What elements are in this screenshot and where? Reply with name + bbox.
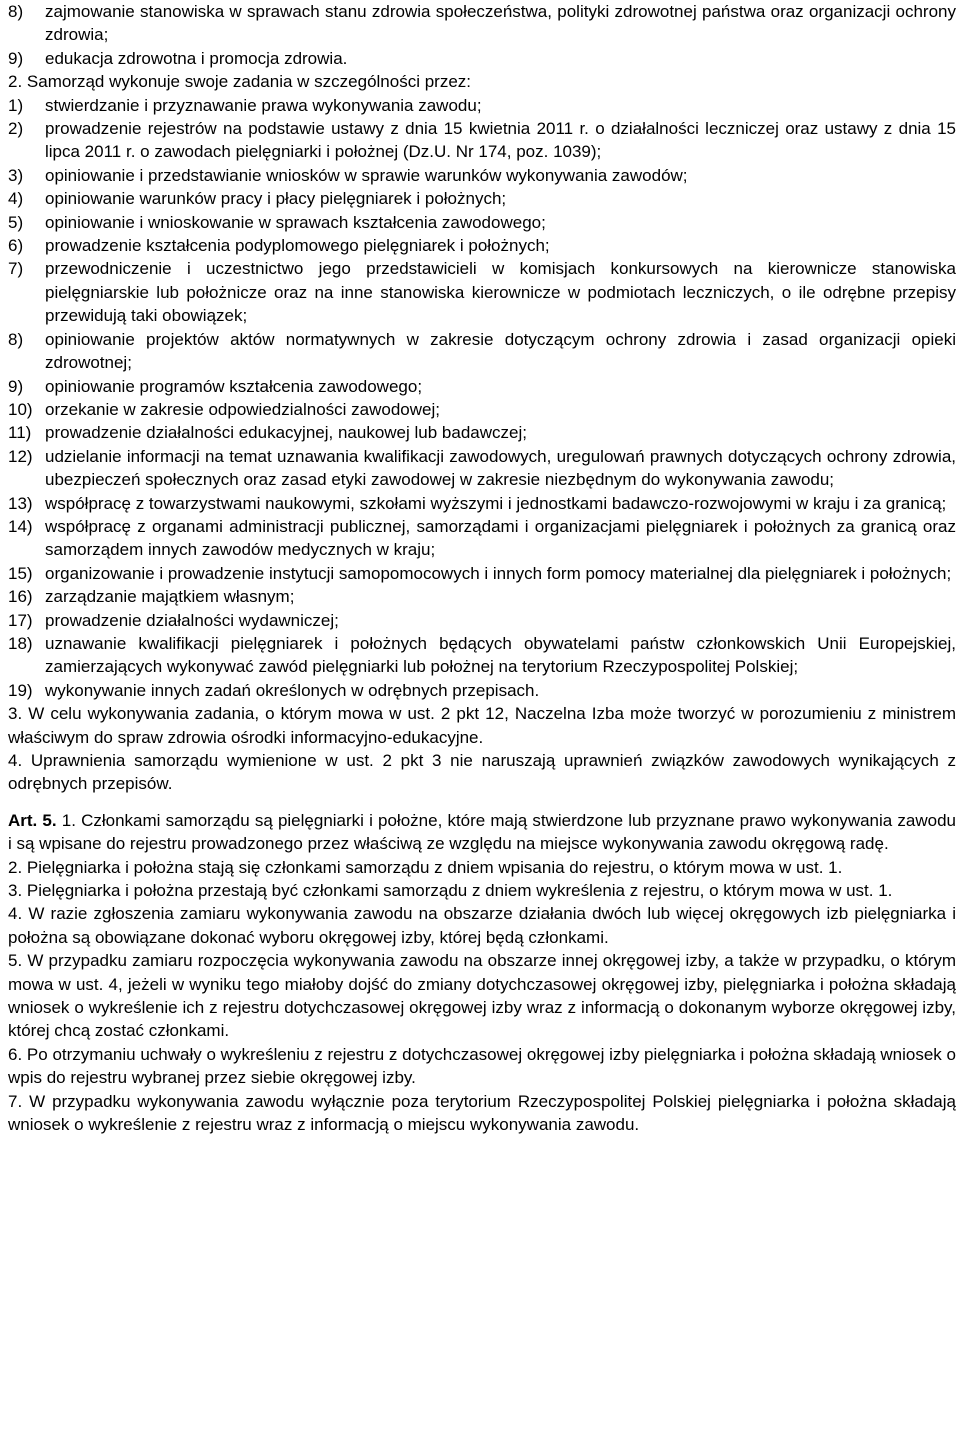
- list-item-number: 19): [8, 680, 33, 700]
- article-heading: Art. 5.: [8, 810, 57, 830]
- art-5-paragraph-1: [8, 809, 956, 856]
- list-item-number: 13): [8, 493, 33, 513]
- point-2-intro: 2. Samorząd wykonuje swoje zadania w szczególności przez:: [8, 72, 472, 92]
- list-item-text: przewodniczenie i uczestnictwo jego przedstawicieli w komisjach konkursowych na kierownicze stanowiska pielęgniarskie lub położnicze oraz na inne stanowiska kierownicze w podmiotach leczniczych, o ile odrębne przepisy przewidują taki obowiązek;: [45, 259, 956, 326]
- list-item: [8, 94, 956, 117]
- list-item: [8, 117, 956, 164]
- list-section-b: [8, 94, 956, 703]
- list-item-number: 12): [8, 446, 33, 466]
- art-5-paragraph-3: 3. Pielęgniarka i położna przestają być członkami samorządu z dniem wykreślenia z rejestru, o którym mowa w ust. 1.: [8, 881, 893, 901]
- list-item-text: udzielanie informacji na temat uznawania kwalifikacji zawodowych, uregulowań prawnych dotyczących ochrony zdrowia, ubezpieczeń społecznych oraz zasad etyki zawodowej w zakresie niezbędnym do wykonywania zawodu;: [45, 446, 956, 490]
- list-item-number: 2): [8, 119, 24, 139]
- list-item: [8, 492, 956, 515]
- list-item: [8, 47, 956, 70]
- list-item-number: 14): [8, 516, 33, 536]
- list-item-text: zarządzanie majątkiem własnym;: [45, 587, 295, 607]
- list-item-text: prowadzenie działalności wydawniczej;: [45, 610, 339, 630]
- list-item: [8, 445, 956, 492]
- list-item-text: orzekanie w zakresie odpowiedzialności zawodowej;: [45, 399, 440, 419]
- list-item-text: opiniowanie i wnioskowanie w sprawach kształcenia zawodowego;: [45, 212, 546, 232]
- list-item-text: prowadzenie rejestrów na podstawie ustawy z dnia 15 kwietnia 2011 r. o działalności leczniczej oraz ustawy z dnia 15 lipca 2011 r. o zawodach pielęgniarki i położnej (Dz.U. Nr 174, poz. 1039);: [45, 119, 956, 162]
- list-item-text: opiniowanie programów kształcenia zawodowego;: [45, 376, 423, 396]
- list-item-number: 4): [8, 189, 24, 209]
- list-item-text: wykonywanie innych zadań określonych w odrębnych przepisach.: [45, 680, 540, 700]
- art-5-paragraph-4: 4. W razie zgłoszenia zamiaru wykonywania zawodu na obszarze działania dwóch lub więcej okręgowych izb pielęgniarka i położna są obowiązane dokonać wyboru okręgowej izby, której będą członkami.: [8, 904, 956, 947]
- list-item: [8, 515, 956, 562]
- list-item-number: 16): [8, 587, 33, 607]
- list-item-number: 7): [8, 259, 24, 279]
- list-item: [8, 234, 956, 257]
- art-5-p1-text: 1. Członkami samorządu są pielęgniarki i położne, które mają stwierdzone lub przyznane prawo wykonywania zawodu i są wpisane do rejestru prowadzonego przez właściwą ze względu na miejsce wykonywania zawodu okręgową radę.: [8, 810, 956, 854]
- list-item-number: 17): [8, 610, 33, 630]
- list-item-text: opiniowanie i przedstawianie wniosków w sprawie warunków wykonywania zawodów;: [45, 165, 688, 185]
- list-item: [8, 632, 956, 679]
- list-item-number: 1): [8, 95, 24, 115]
- list-item: [8, 562, 956, 585]
- list-item-text: współpracę z towarzystwami naukowymi, szkołami wyższymi i jednostkami badawczo-rozwojowymi w kraju i za granicą;: [45, 493, 947, 513]
- point-4: 4. Uprawnienia samorządu wymienione w ust. 2 pkt 3 nie naruszają uprawnień związków zawodowych wynikających z odrębnych przepisów.: [8, 751, 956, 794]
- list-item: [8, 257, 956, 327]
- list-item-text: organizowanie i prowadzenie instytucji samopomocowych i innych form pomocy materialnej dla pielęgniarek i położnych;: [45, 563, 952, 583]
- art-5-paragraph-2: 2. Pielęgniarka i położna stają się członkami samorządu z dniem wpisania do rejestru, o którym mowa w ust. 1.: [8, 857, 843, 877]
- list-item-number: 8): [8, 2, 24, 21]
- list-item-number: 11): [8, 423, 32, 443]
- list-item: [8, 164, 956, 187]
- list-item-number: 10): [8, 399, 33, 419]
- list-item-text: opiniowanie projektów aktów normatywnych w zakresie dotyczącym ochrony zdrowia i zasad organizacji opieki zdrowotnej;: [45, 329, 956, 373]
- list-item: [8, 585, 956, 608]
- art-5-paragraph-6: 6. Po otrzymaniu uchwały o wykreśleniu z rejestru z dotychczasowej okręgowej izby pielęgniarka i położna składają wniosek o wpis do rejestru wybranej przez siebie okręgowej izby.: [8, 1044, 956, 1088]
- list-item: [8, 375, 956, 398]
- list-section-a: [8, 0, 956, 70]
- list-item-number: 9): [8, 376, 24, 396]
- list-item-text: zajmowanie stanowiska w sprawach stanu zdrowia społeczeństwa, polityki zdrowotnej państwa oraz organizacji ochrony zdrowia;: [45, 2, 956, 45]
- paragraph-gap: [8, 796, 956, 809]
- list-item: [8, 211, 956, 234]
- list-item: [8, 187, 956, 210]
- list-item: [8, 398, 956, 421]
- list-item: [8, 679, 956, 702]
- list-item-number: 15): [8, 563, 33, 583]
- list-item: [8, 0, 956, 47]
- art-5-paragraph-5: 5. W przypadku zamiaru rozpoczęcia wykonywania zawodu na obszarze innej okręgowej izby, a także w przypadku, o którym mowa w ust. 4, jeżeli w wyniku tego miałoby dojść do zmiany dotychczasowej okręgowej izby, pielęgniarka i położna składają wniosek o wykreślenie ich z rejestru dotychczasowej okręgowej izby wraz z informacją o dokonanym wyborze okręgowej izby, której chcą zostać członkami.: [8, 951, 956, 1041]
- list-item-text: prowadzenie działalności edukacyjnej, naukowej lub badawczej;: [45, 423, 527, 443]
- list-item-number: 5): [8, 212, 24, 232]
- list-item-text: uznawanie kwalifikacji pielęgniarek i położnych będących obywatelami państw członkowskich Unii Europejskiej, zamierzających wykonywać zawód pielęgniarki lub położnej na terytorium Rzeczypospolitej Polskiej;: [45, 633, 956, 677]
- list-item-number: 8): [8, 329, 24, 349]
- list-item-text: stwierdzanie i przyznawanie prawa wykonywania zawodu;: [45, 95, 482, 115]
- art-5-paragraph-7: 7. W przypadku wykonywania zawodu wyłącznie poza terytorium Rzeczypospolitej Polskiej pielęgniarka i położna składają wniosek o wykreślenie z rejestru wraz z informacją o miejscu wykonywania zawodu.: [8, 1091, 956, 1135]
- list-item: [8, 328, 956, 375]
- list-item-number: 18): [8, 633, 33, 653]
- list-item-number: 6): [8, 236, 24, 256]
- list-item-text: prowadzenie kształcenia podyplomowego pielęgniarek i położnych;: [45, 236, 550, 256]
- list-item-number: 9): [8, 48, 24, 68]
- list-item-text: współpracę z organami administracji publicznej, samorządami i organizacjami pielęgniarek i położnych za granicą oraz samorządem innych zawodów medycznych w kraju;: [45, 516, 956, 560]
- list-item-number: 3): [8, 165, 24, 185]
- list-item: [8, 421, 956, 444]
- point-3: 3. W celu wykonywania zadania, o którym mowa w ust. 2 pkt 12, Naczelna Izba może tworzyć w porozumieniu z ministrem właściwym do spraw zdrowia ośrodki informacyjno-edukacyjne.: [8, 704, 956, 747]
- list-item-text: edukacja zdrowotna i promocja zdrowia.: [45, 48, 348, 68]
- list-item: [8, 609, 956, 632]
- list-item-text: opiniowanie warunków pracy i płacy pielęgniarek i położnych;: [45, 189, 507, 209]
